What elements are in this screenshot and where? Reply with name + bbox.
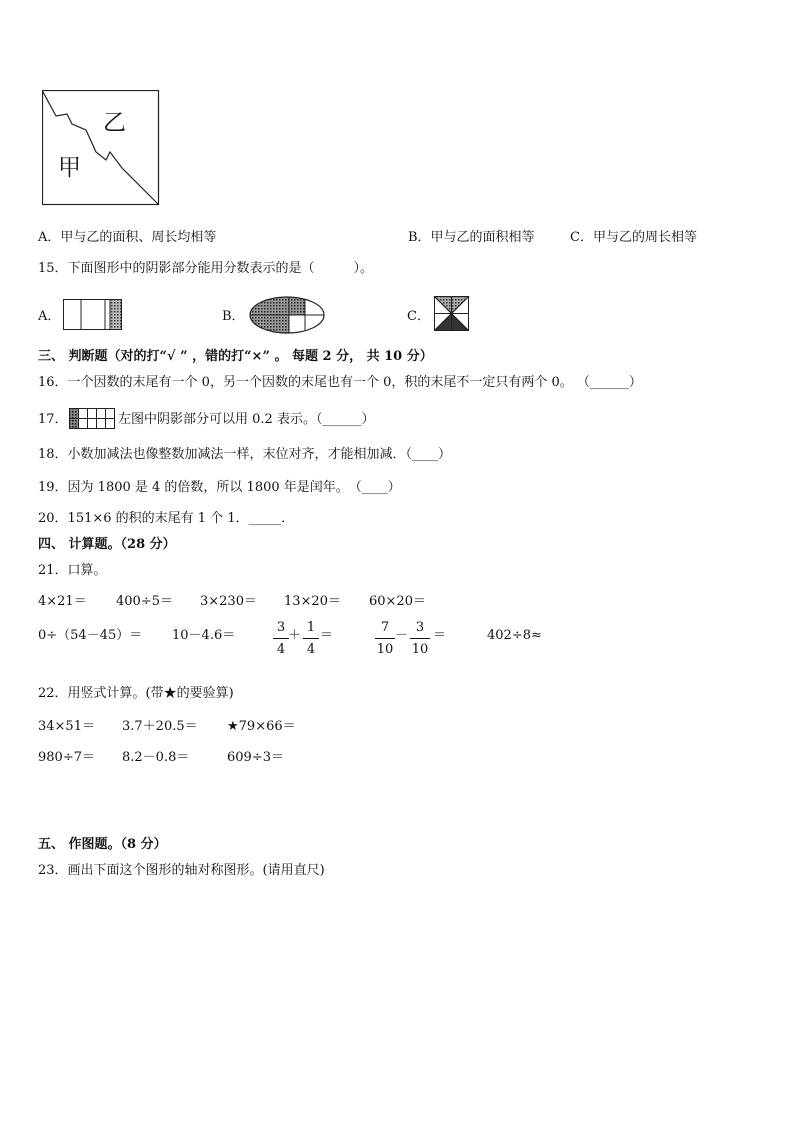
vertical-calc-item: ★79×66＝ <box>227 719 296 734</box>
q15-option-a-figure <box>63 299 123 331</box>
q15-option-a: A． <box>38 309 61 324</box>
vertical-calc-item: 980÷7＝ <box>38 750 95 765</box>
q17-grid-figure <box>69 408 115 430</box>
fraction-denominator: 10 <box>376 642 394 657</box>
q15-option-b: B． <box>222 309 245 324</box>
q15-option-c: C． <box>407 309 430 324</box>
figure-label-jia: 甲 <box>58 155 81 181</box>
q21-title: 21．口算。 <box>38 563 107 578</box>
vertical-calc-item: 609÷3＝ <box>227 750 284 765</box>
q16: 16．一个因数的末尾有一个 0，另一个因数的末尾也有一个 0，积的末尾不一定只有两个 0。 （______） <box>38 375 642 390</box>
q15-option-b-figure <box>249 296 325 334</box>
q17-number: 17． <box>38 412 68 427</box>
plus-sign: ＋ <box>288 628 302 643</box>
q14-option-a: A．甲与乙的面积、周长均相等 <box>38 230 217 245</box>
minus-sign: － <box>395 628 409 643</box>
oral-calc-item: 3×230＝ <box>200 594 257 609</box>
fraction-3-4 <box>273 620 289 657</box>
fraction-numerator: 3 <box>410 620 430 639</box>
oral-calc-item: 402÷8≈ <box>487 628 542 643</box>
q19: 19．因为 1800 是 4 的倍数，所以 1800 年是闰年。 （____） <box>38 480 401 495</box>
q17-text: 左图中阴影部分可以用 0.2 表示。（______） <box>118 412 375 427</box>
section4-title: 四、 计算题。（28 分） <box>38 537 176 552</box>
square-division-figure <box>42 90 160 206</box>
fraction-1-4 <box>303 620 319 657</box>
vertical-calc-item: 3.7＋20.5＝ <box>122 719 198 734</box>
section5-title: 五、 作图题。（8 分） <box>38 837 167 852</box>
q15-stem: 15．下面图形中的阴影部分能用分数表示的是（ ）。 <box>38 261 374 276</box>
fraction-denominator: 4 <box>306 642 316 657</box>
q20: 20．151×6 的积的末尾有 1 个 1．_____． <box>38 511 295 526</box>
fraction-numerator: 7 <box>375 620 395 639</box>
oral-calc-item: 0÷（54－45）＝ <box>38 628 143 643</box>
q15-option-c-figure <box>434 296 470 332</box>
q14-option-b: B．甲与乙的面积相等 <box>408 230 535 245</box>
oral-calc-item: 4×21＝ <box>38 594 87 609</box>
vertical-calc-item: 8.2－0.8＝ <box>122 750 190 765</box>
figure-label-yi: 乙 <box>103 110 126 136</box>
equals-sign: ＝ <box>320 628 334 643</box>
q22-title: 22．用竖式计算。(带★的要验算) <box>38 686 234 701</box>
q14-option-c: C．甲与乙的周长相等 <box>570 230 697 245</box>
oral-calc-item: 400÷5＝ <box>116 594 173 609</box>
q18: 18．小数加减法也像整数加减法一样，末位对齐，才能相加减．（____） <box>38 447 452 462</box>
vertical-calc-item: 34×51＝ <box>38 719 95 734</box>
fraction-denominator: 10 <box>411 642 429 657</box>
fraction-numerator: 3 <box>273 620 289 639</box>
oral-calc-item: 60×20＝ <box>369 594 426 609</box>
fraction-denominator: 4 <box>276 642 286 657</box>
oral-calc-item: 10－4.6＝ <box>172 628 236 643</box>
q23: 23．画出下面这个图形的轴对称图形。(请用直尺) <box>38 863 325 878</box>
section3-title: 三、 判断题（对的打“√ ” ，错的打“×” 。 每题 2 分， 共 10 分） <box>38 349 433 364</box>
fraction-3-10 <box>410 620 430 657</box>
equals-sign: ＝ <box>433 628 447 643</box>
fraction-7-10 <box>375 620 395 657</box>
oral-calc-item: 13×20＝ <box>284 594 341 609</box>
fraction-numerator: 1 <box>303 620 319 639</box>
